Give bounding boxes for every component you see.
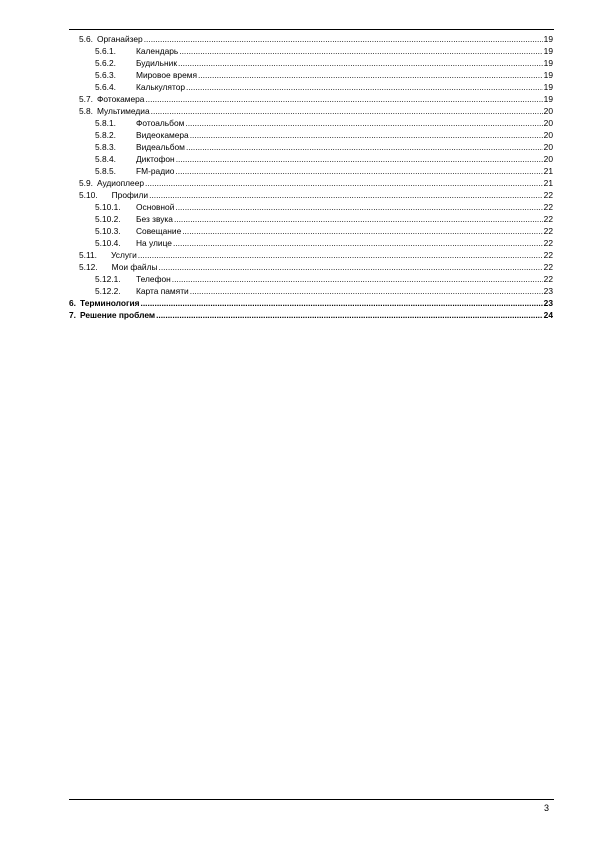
toc-entry[interactable]	[79, 105, 553, 117]
toc-entry-page: 19	[543, 58, 553, 68]
toc-entry[interactable]	[95, 225, 553, 237]
toc-entry[interactable]	[95, 129, 553, 141]
toc-entry-title: Основной	[136, 202, 175, 212]
toc-entry-number: 5.10.	[79, 190, 98, 200]
header-rule	[69, 29, 554, 30]
toc-entry-number: 5.6.3.	[95, 70, 116, 80]
toc-entry-number: 5.8.4.	[95, 154, 116, 164]
toc-entry-number: 5.9.	[79, 178, 93, 188]
toc-entry-number: 5.8.3.	[95, 142, 116, 152]
toc-leader-dots	[182, 225, 542, 237]
toc-entry-title: Видеокамера	[136, 130, 189, 140]
toc-entry-page: 22	[543, 238, 553, 248]
toc-entry-page: 22	[543, 250, 553, 260]
toc-entry-page: 24	[543, 310, 553, 320]
toc-entry-title: На улице	[136, 238, 172, 248]
toc-entry-page: 23	[543, 298, 553, 308]
toc-entry-page: 22	[543, 190, 553, 200]
toc-entry-number: 5.10.3.	[95, 226, 121, 236]
toc-entry-title: Терминология	[80, 298, 140, 308]
toc-entry-number: 7.	[69, 310, 76, 320]
toc-leader-dots	[174, 213, 543, 225]
toc-leader-dots	[141, 297, 543, 309]
footer-rule	[69, 799, 554, 800]
toc-entry-title: Фотокамера	[96, 94, 145, 104]
toc-entry-title: Фотоальбом	[136, 118, 185, 128]
toc-entry[interactable]	[79, 177, 553, 189]
toc-leader-dots	[185, 117, 542, 129]
toc-entry-number: 5.11.	[79, 250, 98, 260]
toc-entry-page: 19	[543, 46, 553, 56]
page-number: 3	[543, 803, 549, 813]
toc-entry-number: 5.8.2.	[95, 130, 116, 140]
toc-entry-title: Органайзер	[96, 34, 143, 44]
toc-entry[interactable]	[95, 237, 553, 249]
toc-entry-title: Диктофон	[136, 154, 175, 164]
toc-entry-title: Калькулятор	[136, 82, 186, 92]
toc-leader-dots	[179, 45, 542, 57]
toc-leader-dots	[176, 153, 543, 165]
toc-entry-page: 20	[543, 118, 553, 128]
toc-leader-dots	[190, 285, 543, 297]
toc-entry-title: Календарь	[136, 46, 179, 56]
toc-entry-page: 21	[543, 178, 553, 188]
toc-entry-title: Будильник	[136, 58, 178, 68]
toc-entry-page: 22	[543, 202, 553, 212]
toc-leader-dots	[144, 33, 543, 45]
toc-entry-page: 19	[543, 94, 553, 104]
toc-entry[interactable]	[95, 69, 553, 81]
toc-entry-title: Без звука	[136, 214, 173, 224]
toc-entry-number: 5.10.1.	[95, 202, 121, 212]
toc-entry[interactable]	[79, 189, 553, 201]
toc-entry-page: 22	[543, 262, 553, 272]
toc-entry-number: 5.8.5.	[95, 166, 116, 176]
toc-entry-number: 5.6.4.	[95, 82, 116, 92]
toc-entry-page: 19	[543, 70, 553, 80]
toc-leader-dots	[145, 93, 542, 105]
toc-entry-page: 19	[543, 34, 553, 44]
toc-entry[interactable]	[79, 249, 553, 261]
toc-entry[interactable]	[69, 297, 553, 309]
toc-leader-dots	[198, 69, 543, 81]
toc-entry-title: Мультимедиа	[96, 106, 150, 116]
toc-leader-dots	[178, 57, 543, 69]
toc-entry[interactable]	[95, 201, 553, 213]
toc-entry-title: Мои файлы	[111, 262, 158, 272]
toc-entry-page: 22	[543, 214, 553, 224]
toc-entry-page: 20	[543, 130, 553, 140]
toc-leader-dots	[145, 177, 543, 189]
toc-leader-dots	[175, 201, 542, 213]
toc-entry[interactable]	[95, 81, 553, 93]
toc-entry-page: 20	[543, 106, 553, 116]
toc-entry-number: 5.10.2.	[95, 214, 121, 224]
toc-entry-number: 5.10.4.	[95, 238, 121, 248]
toc-leader-dots	[151, 105, 543, 117]
toc-entry-number: 5.8.	[79, 106, 93, 116]
toc-entry[interactable]	[95, 141, 553, 153]
toc-entry-number: 5.12.1.	[95, 274, 121, 284]
toc-leader-dots	[138, 249, 543, 261]
toc-entry[interactable]	[95, 153, 553, 165]
toc-entry[interactable]	[95, 165, 553, 177]
toc-entry-number: 5.6.2.	[95, 58, 116, 68]
toc-entry[interactable]	[95, 273, 553, 285]
toc-entry[interactable]	[95, 57, 553, 69]
toc-entry-title: Видеальбом	[136, 142, 185, 152]
toc-entry-title: Профили	[111, 190, 149, 200]
toc-entry[interactable]	[95, 213, 553, 225]
toc-leader-dots	[186, 81, 543, 93]
toc-entry-page: 22	[543, 274, 553, 284]
toc-entry-title: Карта памяти	[136, 286, 189, 296]
toc-entry[interactable]	[95, 285, 553, 297]
toc-leader-dots	[190, 129, 543, 141]
toc-leader-dots	[186, 141, 543, 153]
toc-entry-title: Телефон	[136, 274, 171, 284]
toc-entry-number: 5.12.2.	[95, 286, 121, 296]
toc-entry[interactable]	[95, 45, 553, 57]
toc-entry-number: 5.8.1.	[95, 118, 116, 128]
toc-entry-title: FM-радио	[136, 166, 175, 176]
toc-entry[interactable]	[79, 33, 553, 45]
toc-entry-title: Решение проблем	[80, 310, 156, 320]
toc-entry-page: 20	[543, 154, 553, 164]
toc-leader-dots	[159, 261, 543, 273]
toc-entry-number: 5.6.1.	[95, 46, 116, 56]
toc-entry-title: Услуги	[111, 250, 137, 260]
toc-entry[interactable]	[79, 261, 553, 273]
toc-entry-page: 22	[543, 226, 553, 236]
toc-entry-title: Аудиоплеер	[96, 178, 145, 188]
toc-entry-page: 21	[543, 166, 553, 176]
toc-entry-number: 5.7.	[79, 94, 93, 104]
toc-leader-dots	[172, 273, 543, 285]
toc-entry-page: 20	[543, 142, 553, 152]
toc-entry-page: 23	[543, 286, 553, 296]
toc-leader-dots	[175, 165, 542, 177]
toc-entry-page: 19	[543, 82, 553, 92]
toc-entry[interactable]	[95, 117, 553, 129]
toc-entry-number: 5.6.	[79, 34, 93, 44]
toc-entry-number: 6.	[69, 298, 76, 308]
toc-entry-number: 5.12.	[79, 262, 98, 272]
toc-leader-dots	[173, 237, 543, 249]
toc-leader-dots	[156, 309, 543, 321]
toc-entry[interactable]	[79, 93, 553, 105]
toc-entry-title: Мировое время	[136, 70, 198, 80]
toc-leader-dots	[149, 189, 543, 201]
toc-entry-title: Совещание	[136, 226, 182, 236]
toc-entry[interactable]	[69, 309, 553, 321]
